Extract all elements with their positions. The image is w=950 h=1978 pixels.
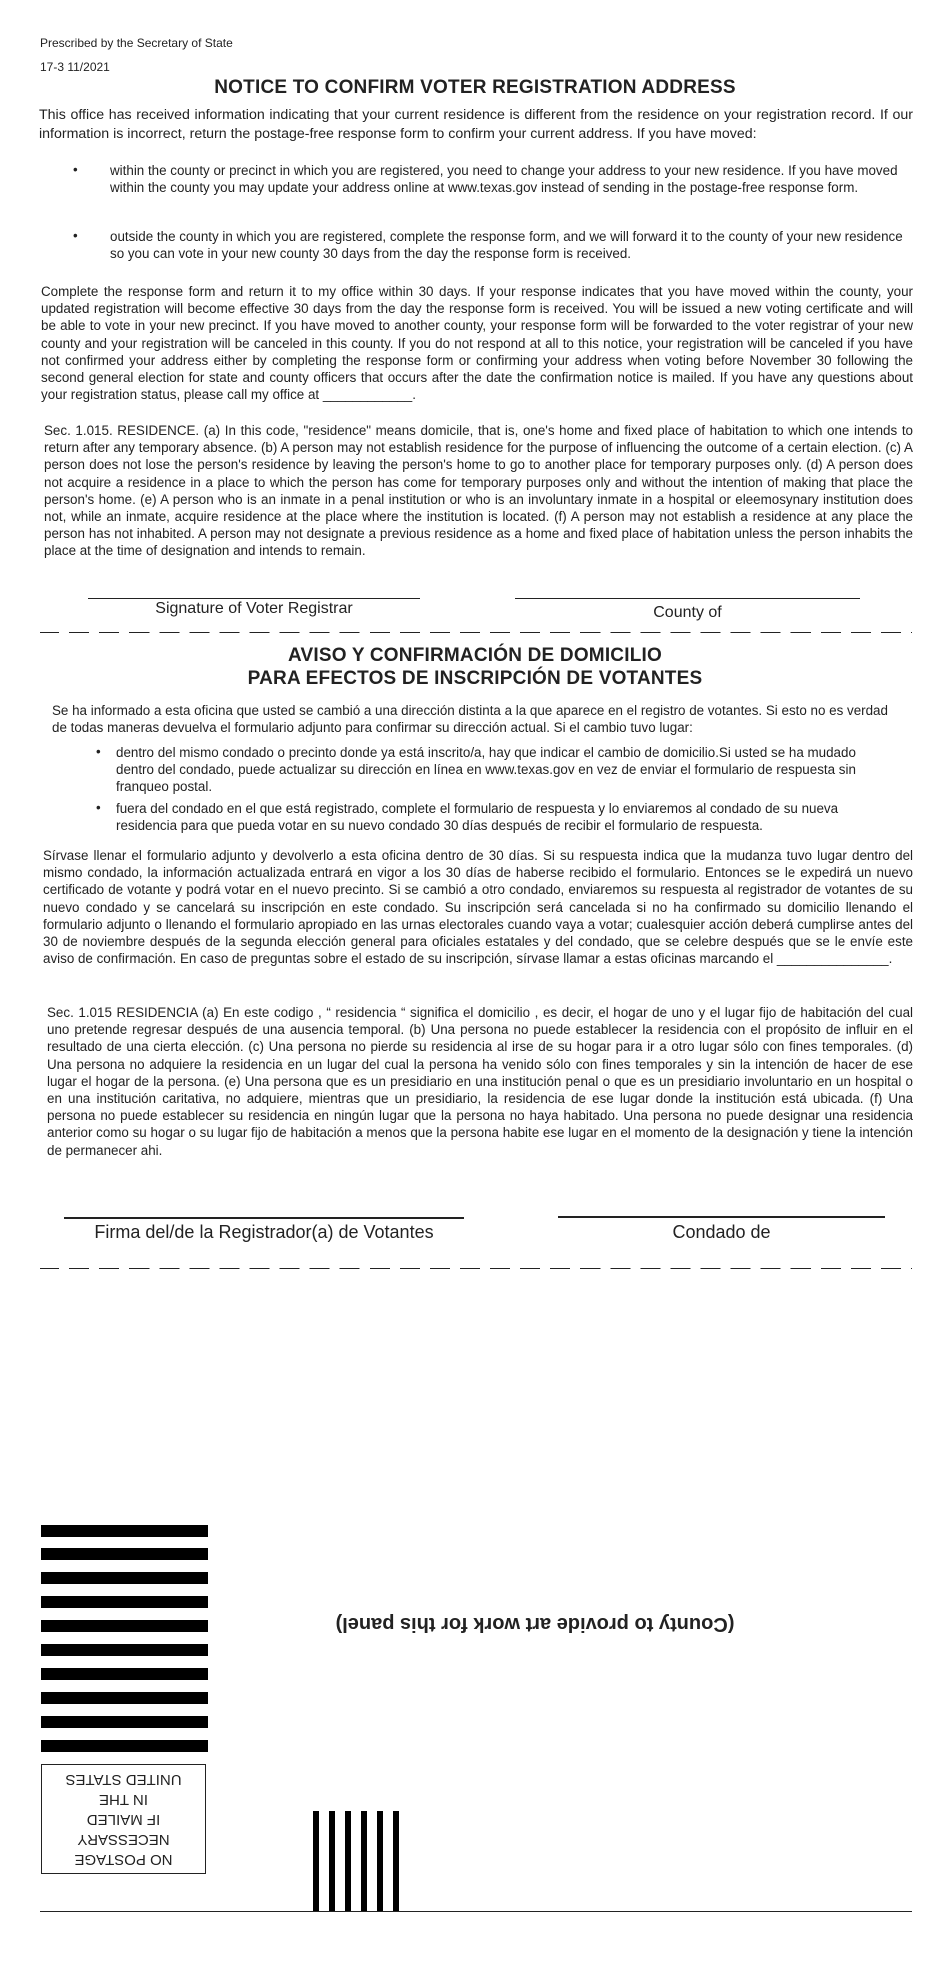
mailer-bar	[41, 1596, 208, 1608]
fim-bar	[377, 1811, 383, 1911]
mailer-bar	[41, 1668, 208, 1680]
english-intro: This office has received information indicating that your current residence is different from the residence on your registration record. If our information is incorrect, return the postage-free response form to confirm your current address. If you have moved:	[39, 107, 913, 142]
spanish-bullet-1: dentro del mismo condado o precinto donde ya está inscrito/a, hay que indicar el cambio de domicilio.Si usted se ha mudado dentro del condado, puede actualizar su dirección en línea en www.texas.gov en vez de enviar el formulario de respuesta sin franqueo postal.	[116, 745, 856, 795]
english-statute: Sec. 1.015. RESIDENCE. (a) In this code, "residence" means domicile, that is, one's home and fixed place of habitation to which one intends to return after any temporary absence. (b) A person may not establish residence for the purpose of influencing the outcome of a certain election. (c) A person does not lose the person's residence by leaving the person's home to go to another place for temporary purposes only. (d) A person does not acquire a residence in a place to which the person has come for temporary purposes only and without the intention of making that place the person's home. (e) A person who is an inmate in a penal institution or who is an involuntary inmate in a hospital or eleemosynary institution does not, while an inmate, acquire residence at the place where the institution is located. (f) A person may not establish a residence at any place the person has not inhabited. A person may not designate a previous residence as a home and fixed place of habitation unless the person inhabits the place at the time of designation and intends to remain.	[44, 423, 913, 559]
fim-bar	[393, 1811, 399, 1911]
english-instructions: Complete the response form and return it to my office within 30 days. If your response indicates that you have moved within the county, your updated registration will become effective 30 days from the day the response form is received. You will be issued a new voting certificate and will be able to vote in your new precinct. If you have moved to another county, your response form will be forwarded to the voter registrar of your new county and your registration will be canceled in this county. If you do not respond at all to this notice, your registration will be canceled if you have not confirmed your address either by completing the response form or confirming your address when voting before November 30 following the second general election for state and county officers that occurs after the date the confirmation notice is mailed. If you have any questions about your registration status, please call my office at ____________.	[41, 284, 913, 403]
spanish-bullet-2: fuera del condado en el que está registrado, complete el formulario de respuesta y lo enviaremos al condado de su nueva residencia para que pueda votar en su nuevo condado 30 días después de recibir el formulario de respuesta.	[116, 801, 839, 834]
fim-bar	[329, 1811, 335, 1911]
mailer-bar	[41, 1548, 208, 1560]
english-bullet-2: outside the county in which you are registered, complete the response form, and we will forward it to the county of your new residence so you can vote in your new county 30 days from the day the response form is received.	[110, 229, 903, 262]
county-art-note: (County to provide art work for this panel)	[335, 1613, 735, 1635]
firma-label: Firma del/de la Registrador(a) de Votantes	[94, 1222, 434, 1242]
english-bullet-1: within the county or precinct in which you are registered, you need to change your address to your new residence. If you have moved within the county you may update your address online at www.texas.gov instead of sending in the postage-free response form.	[110, 163, 898, 196]
county-line	[515, 598, 860, 599]
condado-line	[558, 1216, 885, 1218]
bullet-icon: •	[73, 228, 78, 243]
fim-bar	[313, 1811, 319, 1911]
mailer-bar	[41, 1716, 208, 1728]
bullet-icon: •	[96, 744, 101, 759]
spanish-title-line2: PARA EFECTOS DE INSCRIPCIÓN DE VOTANTES	[247, 668, 703, 689]
bullet-icon: •	[73, 162, 78, 177]
postage-line: IN THE	[99, 1791, 148, 1808]
bottom-edge-line	[40, 1911, 912, 1912]
signature-label: Signature of Voter Registrar	[155, 600, 353, 617]
postage-line: UNITED STATES	[65, 1771, 182, 1788]
mailer-bar	[41, 1692, 208, 1704]
fim-bar	[345, 1811, 351, 1911]
firma-line	[64, 1217, 464, 1219]
postage-line: NO POSTAGE	[74, 1851, 173, 1868]
mailer-bar	[41, 1740, 208, 1752]
spanish-title-line1: AVISO Y CONFIRMACIÓN DE DOMICILIO	[288, 645, 662, 666]
condado-label: Condado de	[672, 1222, 771, 1242]
prescribed-note: Prescribed by the Secretary of State	[40, 36, 233, 50]
spanish-statute: Sec. 1.015 RESIDENCIA (a) En este codigo , “ residencia “ significa el domicilio , es decir, el hogar de uno y el lugar fijo de habitación del cual uno pretende regresar después de una ausencia temporal. (b) Una persona no puede establecer la residencia con el propósito de influir en el resultado de una cierta elección. (c) Una persona no pierde su residencia al irse de su hogar para ir a otro lugar sólo con fines temporales. (d) Una persona no adquiere la residencia en un lugar del cual la persona ha venido sólo con fines temporales y sin la intención de hacer de ese lugar el hogar de la persona. (e) Una persona que es un presidiario en una institución penal o que es un presidiario involuntario en un hospital o en una institución caritativa, no adquiere, mientras que un presidiario, la residencia de ese lugar donde la institución está ubicada. (f) Una persona no puede establecer su residencia en ningún lugar que la persona no haya habitado. Una persona no puede designar una residencia anterior como su hogar o su lugar fijo de habitación a menos que la persona habite ese lugar en el momento de la designación y tiene la intención de permanecer ahi.	[47, 1005, 913, 1158]
page-title: NOTICE TO CONFIRM VOTER REGISTRATION ADDRESS	[214, 77, 736, 98]
mailer-bar	[41, 1644, 208, 1656]
signature-line	[88, 598, 420, 599]
mailer-bar	[41, 1572, 208, 1584]
bullet-icon: •	[96, 800, 101, 815]
spanish-intro: Se ha informado a esta oficina que usted se cambió a una dirección distinta a la que aparece en el registro de votantes. Si esto no es verdad de todas maneras devuelva el formulario adjunto para confirmar su dirección actual. Si el cambio tuvo lugar:	[52, 703, 888, 736]
spanish-instructions: Sírvase llenar el formulario adjunto y devolverlo a esta oficina dentro de 30 días. Si su respuesta indica que la mudanza tuvo lugar dentro del mismo condado, la información actualizada entrará en vigor a los 30 días de haberse recibido el formulario. Entonces se le expedirá un nuevo certificado de votante y podrá votar en el nuevo precinto. Si se cambió a otro condado, enviaremos su respuesta al registrador de votantes de su nuevo condado y se cancelará su inscripción en este condado. Su inscripción será cancelada si no ha confirmado su domicilio llenando el formulario adjunto o llenando el formulario apropiado en las urnas electorales cuando vaya a votar; cualesquier acción deberá cumplirse antes del 30 de noviembre después de la segunda elección general para oficiales estatales y del condado, que se celebre después que se le envíe este aviso de confirmación. En caso de preguntas sobre el estado de su inscripción, sírvase llamar a estas oficinas marcando el _______________.	[43, 848, 913, 967]
mailer-bar	[41, 1525, 208, 1537]
fim-bar	[361, 1811, 367, 1911]
perforation-line	[40, 1268, 912, 1269]
postage-line: NECESSARY	[77, 1831, 170, 1848]
form-number: 17-3 11/2021	[40, 60, 110, 74]
postage-line: IF MAILED	[86, 1811, 161, 1828]
perforation-line	[40, 632, 912, 633]
county-label: County of	[653, 604, 722, 621]
mailer-bar	[41, 1620, 208, 1632]
postage-indicia-box	[41, 1764, 206, 1874]
